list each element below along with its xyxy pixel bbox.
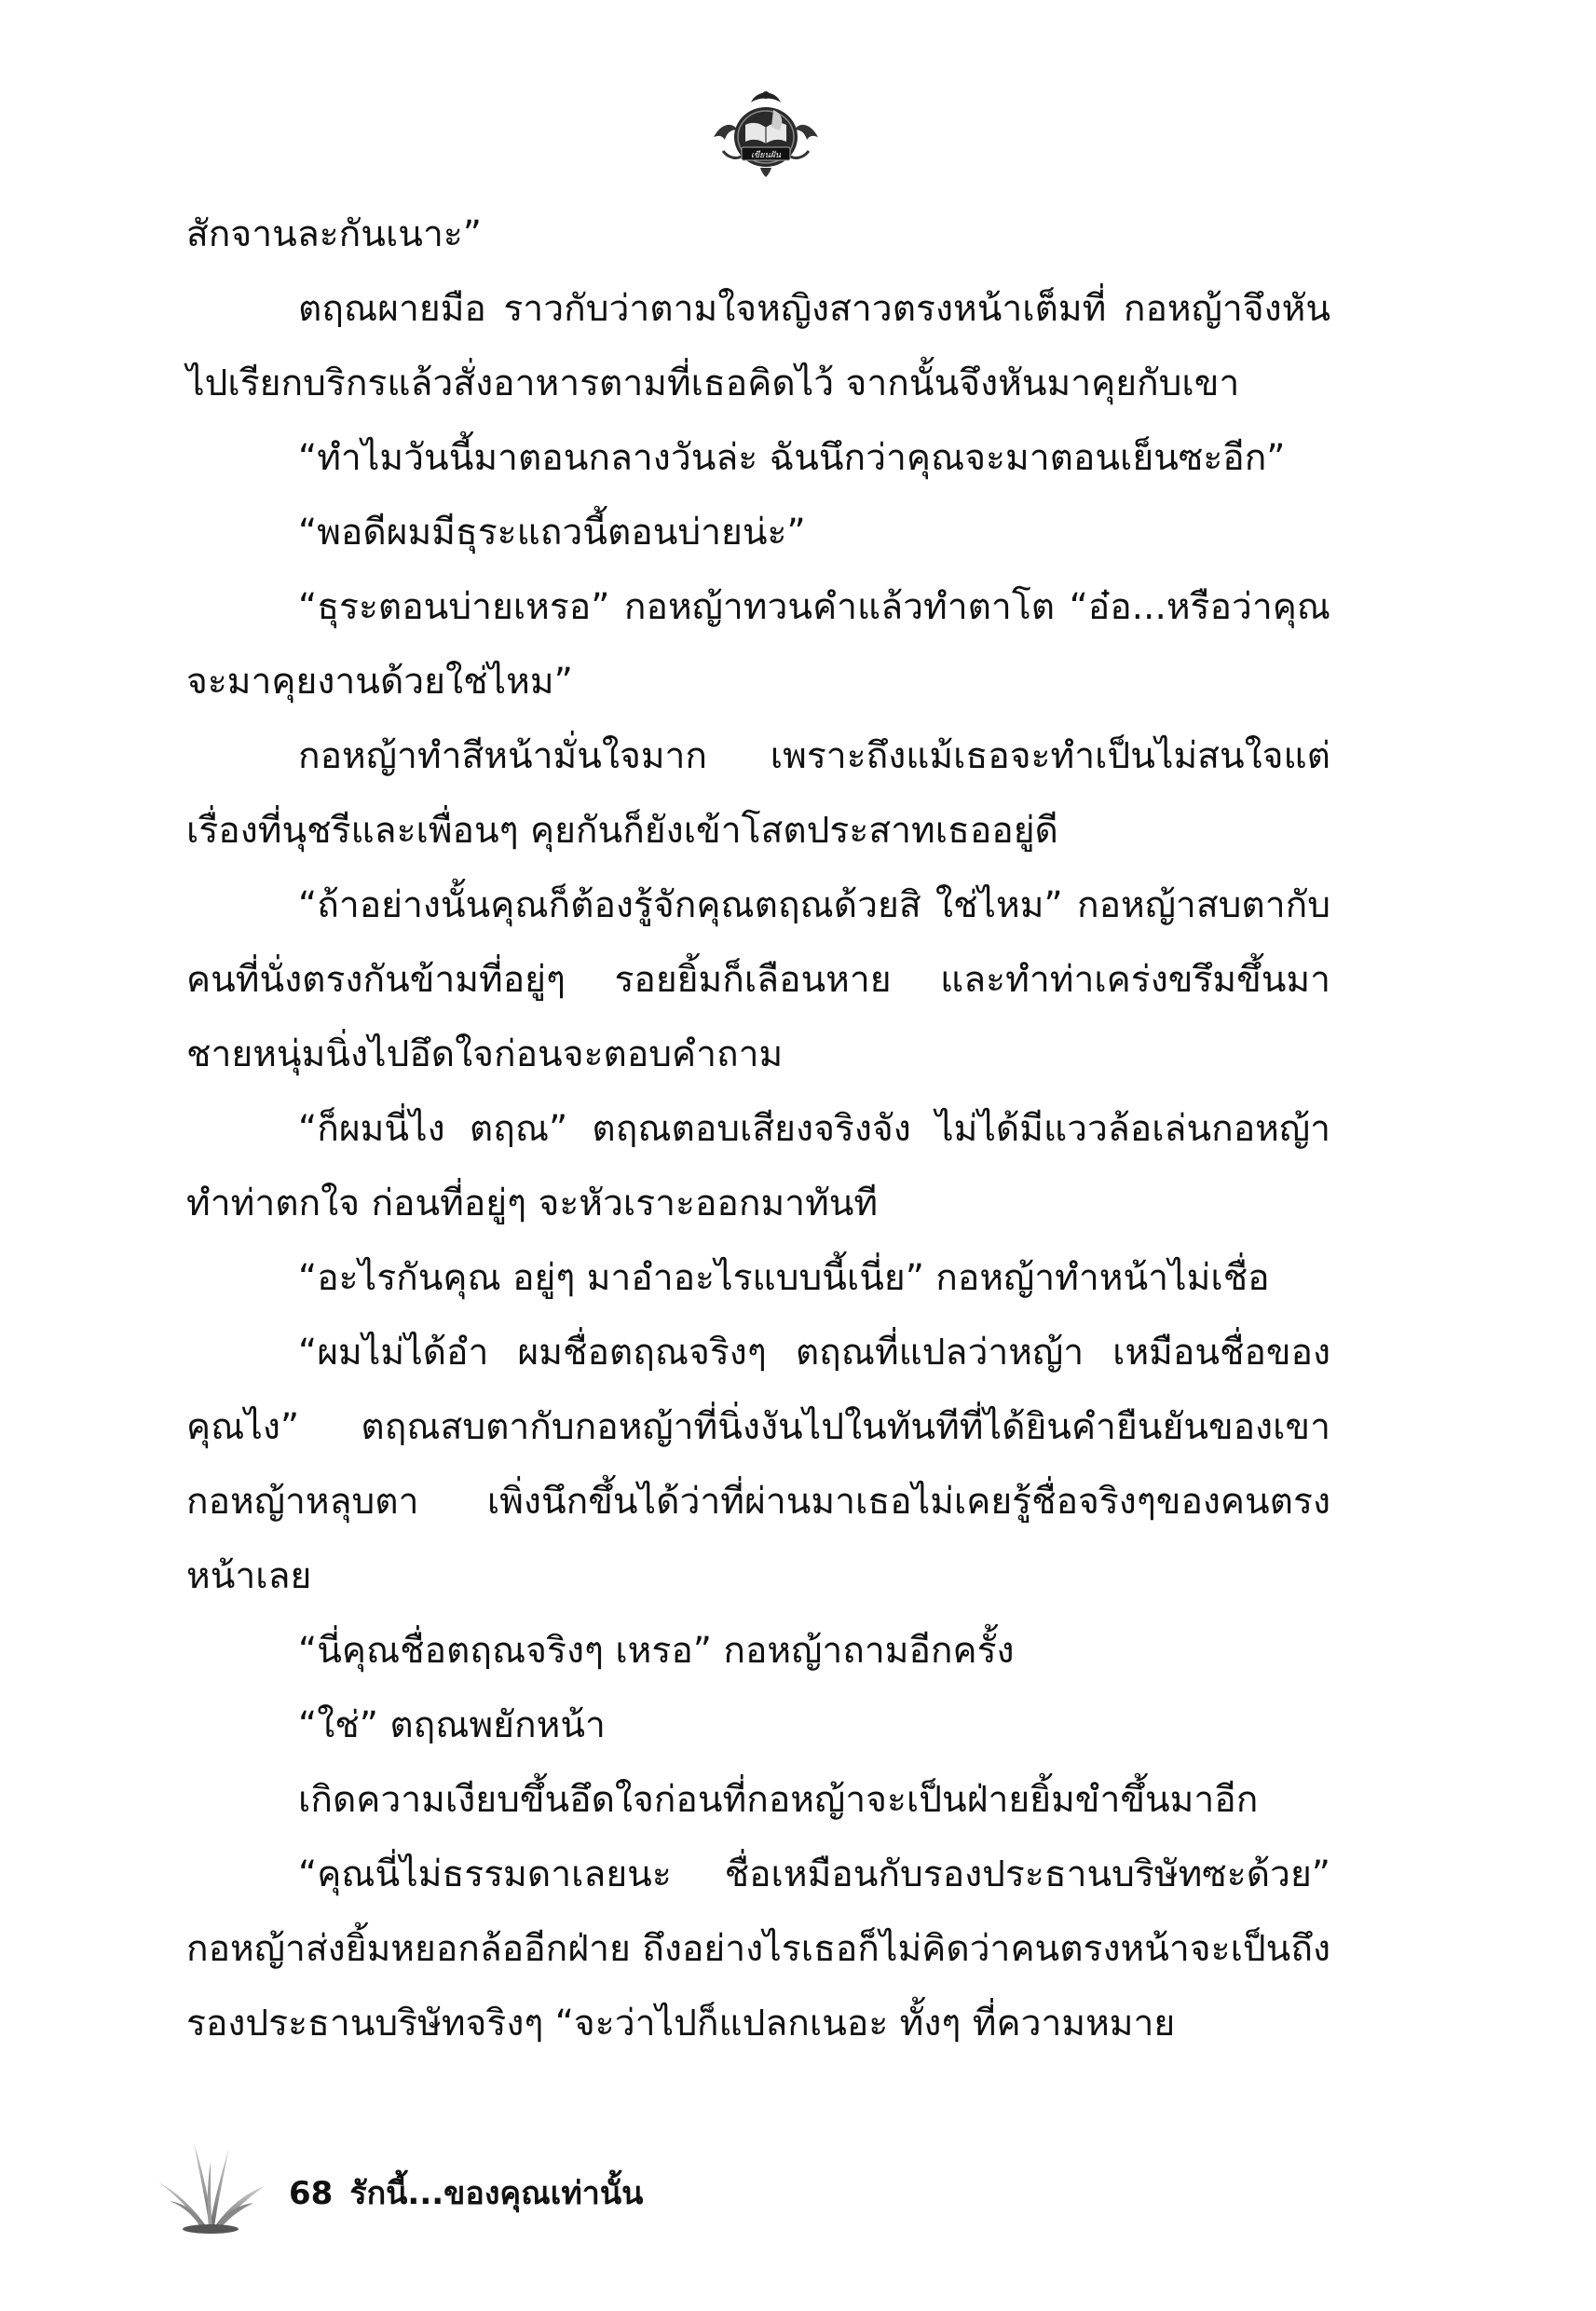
publisher-logo: [704, 86, 827, 179]
story-paragraph: “ถ้าอย่างนั้นคุณก็ต้องรู้จักคุณตฤณด้วยสิ ใช่ไหม” กอหญ้าสบตากับคนที่นั่งตรงกันข้ามที่อยู่ๆ รอยยิ้มก็เลือนหาย และทำท่าเคร่งขรึมขึ้นมา ชายหนุ่มนิ่งไปอึดใจก่อนจะตอบคำถาม: [186, 884, 1330, 1075]
story-paragraph: ตฤณผายมือ ราวกับว่าตามใจหญิงสาวตรงหน้าเต็มที่ กอหญ้าจึงหันไปเรียกบริกรแล้วสั่งอาหารตามที่เธอคิดไว้ จากนั้นจึงหันมาคุยกับเขา: [186, 288, 1330, 404]
story-paragraph: เกิดความเงียบขึ้นอึดใจก่อนที่กอหญ้าจะเป็นฝ่ายยิ้มขำขึ้นมาอีก: [298, 1779, 1259, 1821]
story-paragraph: “พอดีผมมีธุระแถวนี้ตอนบ่ายน่ะ”: [298, 512, 806, 554]
story-paragraph: “ก็ผมนี่ไง ตฤณ” ตฤณตอบเสียงจริงจัง ไม่ได้มีแววล้อเล่นกอหญ้าทำท่าตกใจ ก่อนที่อยู่ๆ จะหัวเราะออกมาทันที: [186, 1108, 1330, 1224]
story-paragraph: “ใช่” ตฤณพยักหน้า: [298, 1704, 606, 1746]
book-with-flourish-logo-icon: [704, 86, 827, 179]
story-paragraph: “นี่คุณชื่อตฤณจริงๆ เหรอ” กอหญ้าถามอีกครั้ง: [298, 1630, 1015, 1672]
logo-lettering: เขียนฝัน: [750, 151, 782, 160]
footer-ornament: [149, 2134, 270, 2236]
story-paragraph: “อะไรกันคุณ อยู่ๆ มาอำอะไรแบบนี้เนี่ย” กอหญ้าทำหน้าไม่เชื่อ: [298, 1257, 1270, 1299]
page-number: 68: [289, 2175, 334, 2212]
page-footer: [149, 2134, 801, 2236]
book-title: รักนี้...ของคุณเท่านั้น: [349, 2175, 644, 2212]
grass-tuft-icon: [149, 2134, 270, 2236]
story-paragraph: “ทำไมวันนี้มาตอนกลางวันล่ะ ฉันนึกว่าคุณจะมาตอนเย็นซะอีก”: [298, 437, 1286, 479]
story-paragraph: สักจานละกันเนาะ”: [186, 213, 482, 255]
story-paragraph: “ธุระตอนบ่ายเหรอ” กอหญ้าทวนคำแล้วทำตาโต “อ๋อ...หรือว่าคุณจะมาคุยงานด้วยใช่ไหม”: [186, 586, 1330, 703]
running-footer: [289, 2171, 643, 2216]
story-body: [186, 198, 1330, 2136]
story-paragraph: “คุณนี่ไม่ธรรมดาเลยนะ ชื่อเหมือนกับรองประธานบริษัทซะด้วย” กอหญ้าส่งยิ้มหยอกล้ออีกฝ่าย ถึงอย่างไรเธอก็ไม่คิดว่าคนตรงหน้าจะเป็นถึงรองประธานบริษัทจริงๆ “จะว่าไปก็แปลกเนอะ ทั้งๆ ที่ความหมาย: [186, 1853, 1330, 2044]
story-paragraph: กอหญ้าทำสีหน้ามั่นใจมาก เพราะถึงแม้เธอจะทำเป็นไม่สนใจแต่เรื่องที่นุชรีและเพื่อนๆ คุยกันก็ยังเข้าโสตประสาทเธออยู่ดี: [186, 735, 1330, 852]
story-paragraph: “ผมไม่ได้อำ ผมชื่อตฤณจริงๆ ตฤณที่แปลว่าหญ้า เหมือนชื่อของคุณไง” ตฤณสบตากับกอหญ้าที่นิ่งงันไปในทันทีที่ได้ยินคำยืนยันของเขา กอหญ้าหลุบตา เพิ่งนึกขึ้นได้ว่าที่ผ่านมาเธอไม่เคยรู้ชื่อจริงๆของคนตรงหน้าเลย: [186, 1332, 1330, 1597]
